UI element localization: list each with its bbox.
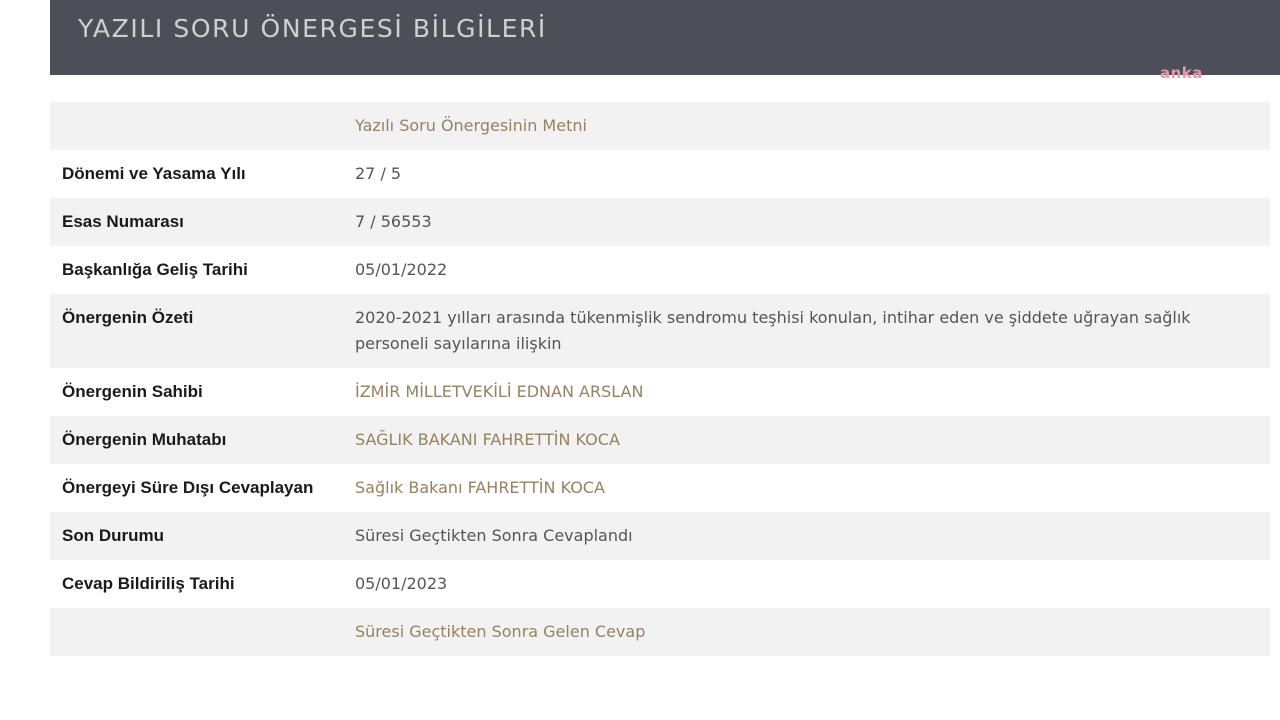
text-link[interactable]: Sağlık Bakanı FAHRETTİN KOCA [355,464,1270,512]
table-row [50,198,1270,246]
row-label: Önergenin Sahibi [50,368,355,416]
watermark-logo: anka [1160,64,1203,82]
row-label: Önergeyi Süre Dışı Cevaplayan [50,464,355,512]
row-label: Cevap Bildiriliş Tarihi [50,560,355,608]
table-row [50,416,1270,464]
text-link[interactable]: Yazılı Soru Önergesinin Metni [355,102,1270,150]
row-value: 05/01/2023 [355,560,1270,608]
row-label: Dönemi ve Yasama Yılı [50,150,355,198]
text-link[interactable]: Süresi Geçtikten Sonra Gelen Cevap [355,608,1270,656]
row-label [50,608,355,656]
table-row [50,294,1270,368]
table-row [50,246,1270,294]
row-value: Süresi Geçtikten Sonra Cevaplandı [355,512,1270,560]
row-label: Önergenin Özeti [50,294,355,368]
info-table [50,102,1270,656]
row-label: Başkanlığa Geliş Tarihi [50,246,355,294]
row-value: 05/01/2022 [355,246,1270,294]
header-bar [50,0,1280,75]
text-link[interactable]: SAĞLIK BAKANI FAHRETTİN KOCA [355,416,1270,464]
row-value: 2020-2021 yılları arasında tükenmişlik sendromu teşhisi konulan, intihar eden ve şiddete uğrayan sağlık personeli sayılarına ilişkin [355,294,1270,368]
row-value: 7 / 56553 [355,198,1270,246]
row-label: Esas Numarası [50,198,355,246]
row-value: 27 / 5 [355,150,1270,198]
row-label [50,102,355,150]
table-row [50,608,1270,656]
page-title: YAZILI SORU ÖNERGESİ BİLGİLERİ [78,14,547,43]
table-row [50,560,1270,608]
table-row [50,102,1270,150]
table-row [50,150,1270,198]
table-row [50,368,1270,416]
text-link[interactable]: İZMİR MİLLETVEKİLİ EDNAN ARSLAN [355,368,1270,416]
row-label: Önergenin Muhatabı [50,416,355,464]
row-label: Son Durumu [50,512,355,560]
table-row [50,512,1270,560]
table-row [50,464,1270,512]
